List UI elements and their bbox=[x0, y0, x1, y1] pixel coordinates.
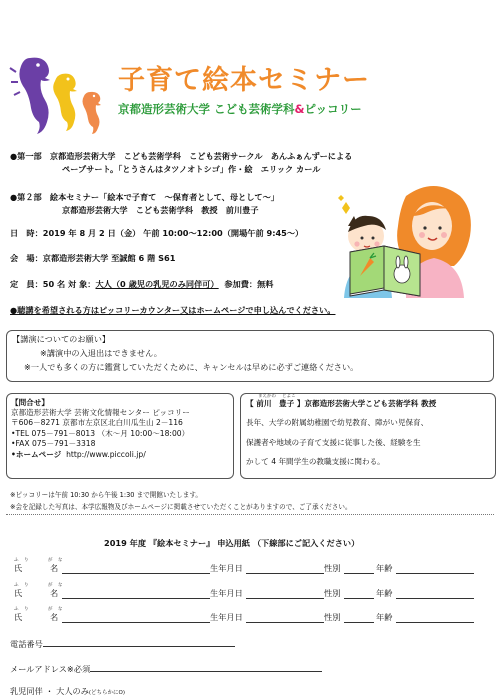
phone-label: 電話番号 bbox=[10, 639, 43, 649]
age-field[interactable] bbox=[396, 563, 474, 574]
age-label: 年齢 bbox=[376, 563, 393, 573]
homepage-label: •ホームページ bbox=[11, 450, 62, 459]
homepage-link[interactable]: http://www.piccoli.jp/ bbox=[66, 450, 146, 459]
ruby-ri: り bbox=[24, 607, 29, 612]
form-heading-main: 2019 年度 『絵本セミナー』 申込用紙 bbox=[104, 538, 253, 548]
name-field[interactable] bbox=[62, 588, 210, 599]
gender-field[interactable] bbox=[344, 563, 374, 574]
age-label: 年齢 bbox=[376, 588, 393, 598]
ruby-na: な bbox=[58, 583, 63, 588]
name-row bbox=[10, 607, 490, 626]
form-heading-instruction: （下線部にご記入ください） bbox=[252, 538, 360, 548]
profile-ruby-given: とよこ bbox=[282, 394, 296, 399]
age-label: 年齢 bbox=[376, 612, 393, 622]
ruby-na: な bbox=[58, 607, 63, 612]
ruby-fu: ふ bbox=[14, 583, 19, 588]
request-line1: ※講演中の入退出はできません。 bbox=[40, 348, 162, 358]
apply-note: ●聴講を希望される方はピッコリーカウンター又はホームページで申し込んでください。 bbox=[10, 305, 336, 315]
page-title: 子育て絵本セミナー bbox=[118, 65, 370, 96]
venue-row bbox=[10, 253, 175, 264]
name-field[interactable] bbox=[62, 563, 210, 574]
seahorse-orange-icon bbox=[83, 92, 102, 134]
birthdate-label: 生年月日 bbox=[210, 588, 243, 598]
capacity-value: 50 名 対 象： bbox=[42, 279, 96, 289]
subtitle-ampersand: & bbox=[294, 102, 305, 116]
name-row bbox=[10, 583, 490, 602]
ruby-ga: が bbox=[48, 558, 53, 563]
cut-line bbox=[6, 514, 494, 515]
profile-line2: 保護者や地域の子育て支援に従事した後、経験を生 bbox=[246, 438, 421, 447]
subtitle bbox=[118, 101, 362, 117]
birthdate-label: 生年月日 bbox=[210, 612, 243, 622]
part1-line2: ペープサート。「とうさんはタツノオトシゴ」作・絵 エリック カール bbox=[62, 164, 321, 174]
gender-label: 性別 bbox=[324, 588, 341, 598]
profile-header bbox=[246, 399, 436, 409]
name-label-given: 名 bbox=[50, 612, 59, 622]
date-row bbox=[10, 228, 303, 239]
birthdate-field[interactable] bbox=[246, 563, 324, 574]
contact-title: 【問合せ】 bbox=[11, 398, 49, 407]
fee: 参加費：無料 bbox=[224, 279, 274, 289]
seahorse-purple-icon bbox=[10, 58, 50, 134]
target-value: 大人（0 歳児の乳児のみ同伴可） bbox=[95, 279, 219, 289]
contact-homepage bbox=[11, 450, 146, 460]
gender-label: 性別 bbox=[324, 612, 341, 622]
seahorse-yellow-icon bbox=[53, 74, 77, 131]
profile-affiliation: 京都造形芸術大学こども芸術学科 教授 bbox=[304, 399, 437, 408]
child-row bbox=[10, 686, 125, 697]
name-label-given: 名 bbox=[50, 588, 59, 598]
venue-label: 会 場： bbox=[10, 253, 43, 263]
request-line2: ※一人でも多くの方に鑑賞していただくために、キャンセルは早めに必ずご連絡ください。 bbox=[24, 362, 359, 372]
contact-line1: 京都造形芸術大学 芸術文化情報センター ピッコリー bbox=[11, 408, 190, 417]
note-line1: ※ピッコリーは午前 10:30 から午後 1:30 まで開館いたします。 bbox=[10, 491, 202, 499]
name-label-given: 名 bbox=[50, 563, 59, 573]
gender-label: 性別 bbox=[324, 563, 341, 573]
ruby-fu: ふ bbox=[14, 607, 19, 612]
age-field[interactable] bbox=[396, 612, 474, 623]
date-label: 日 時： bbox=[10, 228, 43, 238]
ruby-ga: が bbox=[48, 607, 53, 612]
part1-line1: ●第一部 京都造形芸術大学 こども芸術学科 こども芸術サークル あんふぁんずーによる bbox=[10, 151, 353, 161]
capacity-label: 定 員： bbox=[10, 279, 43, 289]
profile-name: 【 前川 豊子 】 bbox=[246, 399, 305, 408]
gender-field[interactable] bbox=[344, 588, 374, 599]
contact-tel: •TEL 075－791－8013 （木～月 10:00～18:00） bbox=[11, 429, 190, 438]
birthdate-field[interactable] bbox=[246, 612, 324, 623]
name-label-surname: 氏 bbox=[14, 612, 23, 622]
name-row bbox=[10, 558, 490, 577]
part2-line1: ●第２部 絵本セミナー「絵本で子育て ～保育者として、母として～」 bbox=[10, 192, 279, 202]
contact-line2: 〒606－8271 京都市左京区北白川瓜生山 2－116 bbox=[11, 418, 183, 427]
phone-row bbox=[10, 636, 235, 650]
ruby-na: な bbox=[58, 558, 63, 563]
profile-line3: かして 4 年間学生の教職支援に関わる。 bbox=[246, 457, 385, 466]
child-accompany-option[interactable]: 乳児同伴 ・ 大人のみ bbox=[10, 686, 89, 696]
name-label-surname: 氏 bbox=[14, 563, 23, 573]
subtitle-tail: ピッコリー bbox=[304, 102, 362, 116]
seahorse-logo bbox=[8, 52, 116, 144]
ruby-ri: り bbox=[24, 583, 29, 588]
ruby-ga: が bbox=[48, 583, 53, 588]
phone-field[interactable] bbox=[43, 636, 235, 647]
note-line2: ※会を記録した写真は、本学広報物及びホームページに掲載させていただくことがありますので、ご了承ください。 bbox=[10, 503, 352, 511]
venue-value: 京都造形芸術大学 至誠館 6 階 S61 bbox=[42, 253, 176, 263]
request-title: 【講演についてのお願い】 bbox=[12, 334, 111, 344]
birthdate-label: 生年月日 bbox=[210, 563, 243, 573]
email-row bbox=[10, 661, 322, 675]
email-label: メールアドレス※必須 bbox=[10, 664, 91, 674]
age-field[interactable] bbox=[396, 588, 474, 599]
child-note: (どちらかにO) bbox=[88, 690, 126, 696]
ruby-ri: り bbox=[24, 558, 29, 563]
capacity-row bbox=[10, 279, 274, 290]
profile-ruby-surname: まえかわ bbox=[258, 394, 276, 399]
email-field[interactable] bbox=[90, 661, 322, 672]
part2-line2: 京都造形芸術大学 こども芸術学科 教授 前川豊子 bbox=[62, 205, 259, 215]
date-value: 2019 年 8 月 2 日（金） 午前 10:00～12:00（開場午前 9:45～） bbox=[42, 228, 304, 238]
gender-field[interactable] bbox=[344, 612, 374, 623]
mother-child-reading-illustration bbox=[336, 178, 486, 300]
form-heading bbox=[104, 538, 359, 549]
name-label-surname: 氏 bbox=[14, 588, 23, 598]
birthdate-field[interactable] bbox=[246, 588, 324, 599]
ruby-fu: ふ bbox=[14, 558, 19, 563]
contact-fax: •FAX 075－791－3318 bbox=[11, 439, 96, 448]
profile-line1: 長年、大学の附属幼稚園で幼児教育、障がい児保育、 bbox=[246, 418, 429, 427]
subtitle-main: 京都造形芸術大学 こども芸術学科 bbox=[118, 102, 295, 116]
name-field[interactable] bbox=[62, 612, 210, 623]
